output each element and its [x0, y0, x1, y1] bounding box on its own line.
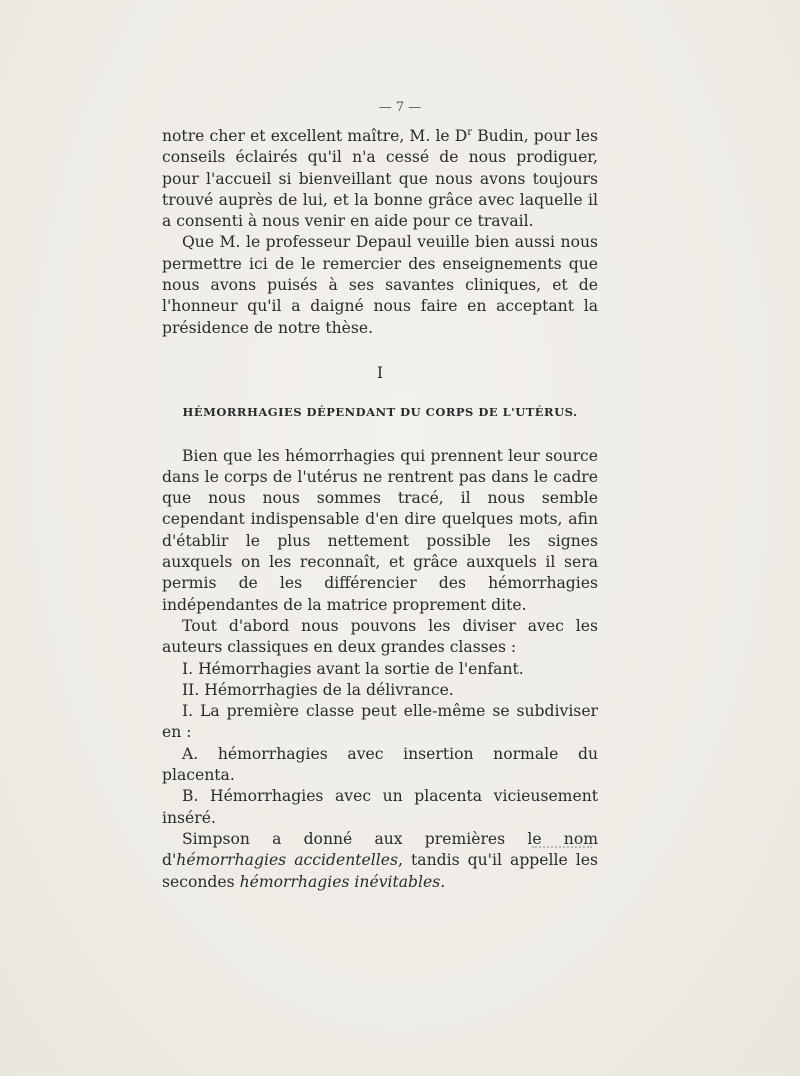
list-item: A. hémorrhagies avec insertion normale du placenta.: [162, 744, 598, 785]
list-item: I. La première classe peut elle-même se subdiviser en :: [162, 702, 598, 742]
section-title: HÉMORRHAGIES DÉPENDANT DU CORPS DE L'UTÉRUS.: [182, 405, 578, 420]
list-item: I. Hémorrhagies avant la sortie de l'enfant.: [182, 659, 524, 678]
paragraph-classification: Tout d'abord nous pouvons les diviser avec les auteurs classiques en deux grandes classes :: [162, 616, 598, 657]
ink-smudge: [532, 838, 592, 848]
page-number: — 7 —: [378, 100, 422, 115]
paragraph-text: Budin, pour les conseils éclairés qu'il n'a cessé de nous prodiguer, pour l'accueil si bienveillant que nous avons toujours trouvé auprès de lui, et la bonne grâce avec laquelle il a consenti à nous venir en aide pour ce travail.: [162, 127, 598, 231]
page-text: [162, 126, 598, 893]
paragraph-acknowledgement-budin: [162, 126, 598, 232]
paragraph-text: notre cher et excellent maître, M. le D: [162, 127, 468, 145]
paragraph-acknowledgement-depaul: Que M. le professeur Depaul veuille bien aussi nous permettre ici de le remercier des enseignements que nous avons puisés à ses savantes cliniques, et de l'honneur qu'il a daigné nous faire en acceptant la présidence de notre thèse.: [162, 233, 598, 337]
paragraph-text: .: [440, 872, 446, 891]
paragraph-text: Simpson a donné aux premières le nom d': [162, 829, 598, 870]
section-number: I: [376, 363, 384, 382]
paragraph-intro: Bien que les hémorrhagies qui prennent leur source dans le corps de l'utérus ne rentrent pas dans le cadre que nous nous sommes tracé, il nous semble cependant indispensable d'en dire quelques mots, afin d'établir le plus nettement possible les signes auxquels on les reconnaît, et grâce auxquels il sera permis de les différencier des hémorrhagies indépendantes de la matrice proprement dite.: [162, 446, 598, 614]
paragraph-text: , tandis qu'il appelle les secondes: [162, 851, 599, 891]
italic-term: hémorrhagies accidentelles: [176, 851, 398, 870]
list-item: II. Hémorrhagies de la délivrance.: [182, 680, 454, 699]
list-item: B. Hémorrhagies avec un placenta vicieusement inséré.: [162, 787, 598, 827]
superscript: r: [467, 126, 473, 138]
italic-term: hémorrhagies inévitables: [239, 872, 441, 891]
